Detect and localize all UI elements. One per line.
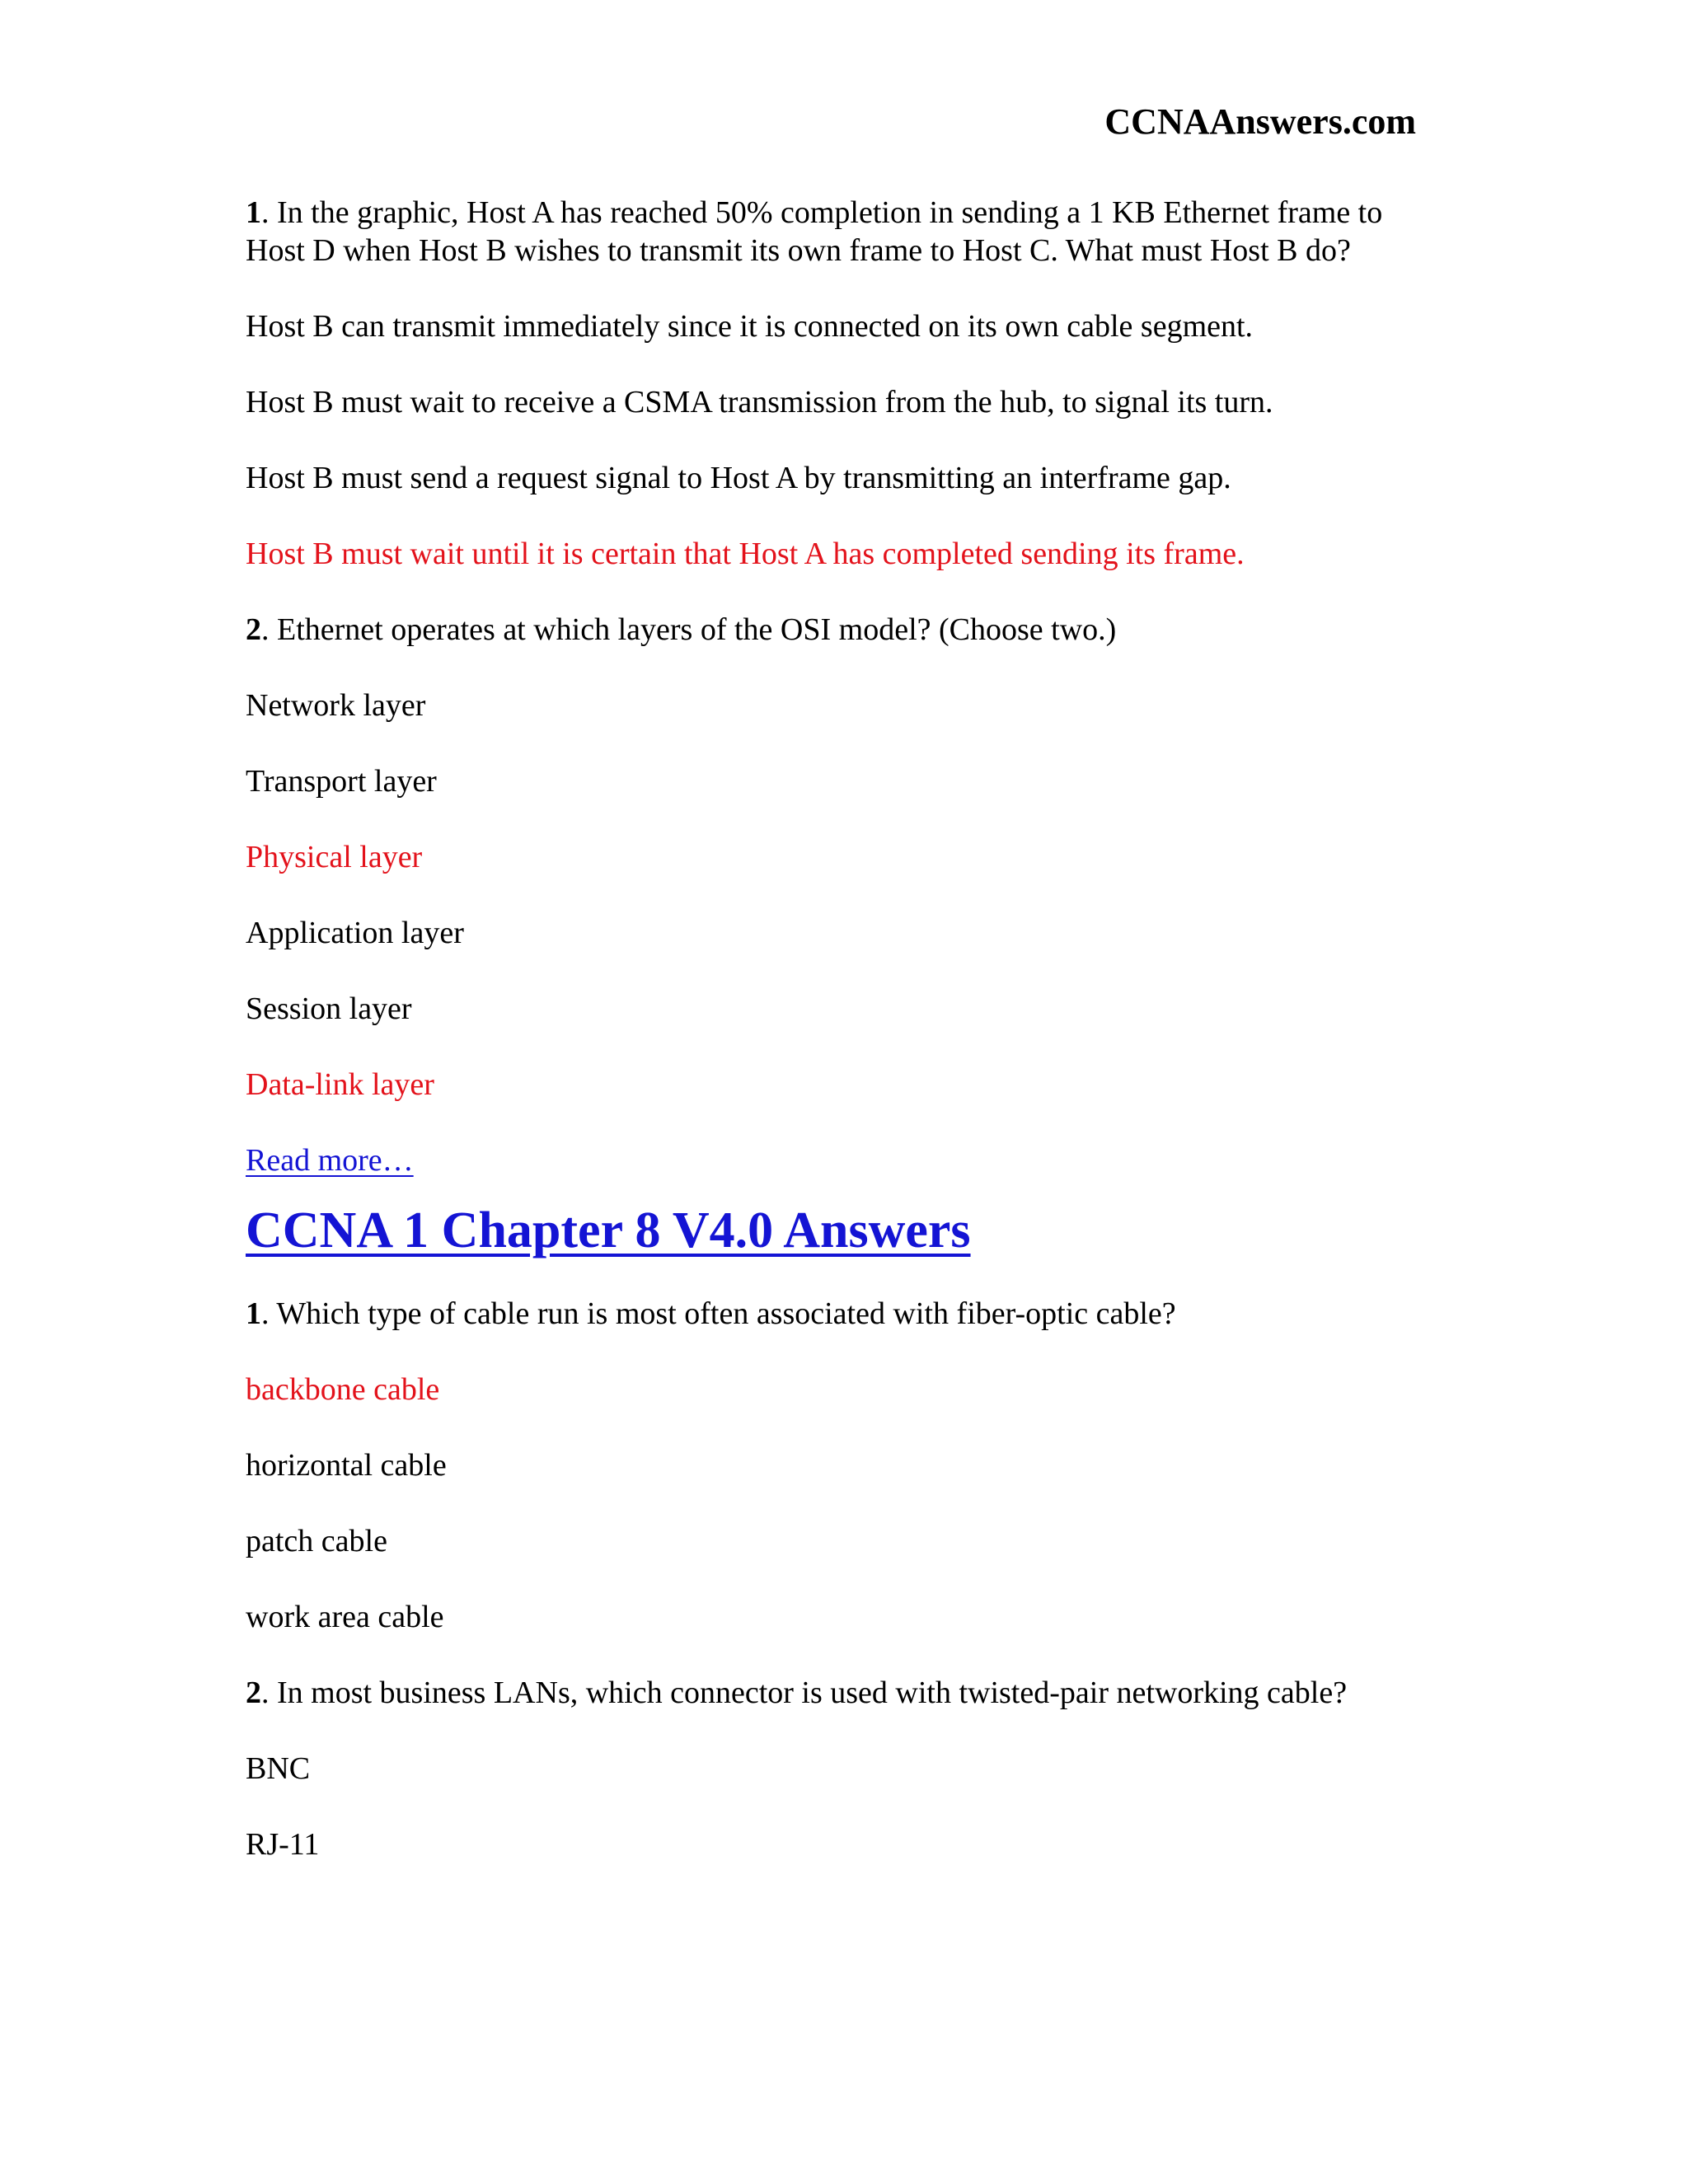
answer-option: Session layer (246, 991, 412, 1026)
question-number: 1 (246, 1296, 261, 1331)
question-number: 1 (246, 195, 261, 230)
answer-option: Transport layer (246, 764, 437, 799)
question-2 (246, 611, 1432, 649)
correct-answer-option: backbone cable (246, 1372, 440, 1407)
question-1 (246, 1295, 1432, 1333)
site-name-header: CCNAAnswers.com (1104, 101, 1416, 142)
answer-option: horizontal cable (246, 1448, 447, 1483)
question-text: . Ethernet operates at which layers of the OSI model? (Choose two.) (261, 612, 1117, 647)
chapter-heading-link[interactable]: CCNA 1 Chapter 8 V4.0 Answers (246, 1202, 971, 1258)
answer-option: Application layer (246, 916, 464, 950)
correct-answer-option: Data-link layer (246, 1067, 434, 1102)
correct-answer-option: Host B must wait until it is certain that Host A has completed sending its frame. (246, 537, 1245, 571)
page-content (246, 194, 1432, 1901)
answer-option: Host B must send a request signal to Host A by transmitting an interframe gap. (246, 461, 1231, 495)
answer-option: Host B must wait to receive a CSMA transmission from the hub, to signal its turn. (246, 385, 1273, 419)
question-number: 2 (246, 1675, 261, 1710)
question-1 (246, 194, 1432, 269)
answer-option: work area cable (246, 1600, 444, 1634)
question-number: 2 (246, 612, 261, 647)
answer-option: patch cable (246, 1524, 387, 1558)
answer-option: Network layer (246, 688, 426, 723)
question-text: . In the graphic, Host A has reached 50% completion in sending a 1 KB Ethernet frame to Host D when Host B wishes to transmit its own frame to Host C. What must Host B do? (246, 195, 1383, 268)
correct-answer-option: Physical layer (246, 840, 423, 874)
read-more-link[interactable]: Read more… (246, 1143, 414, 1178)
answer-option: RJ-11 (246, 1827, 320, 1862)
question-text: . Which type of cable run is most often associated with fiber-optic cable? (261, 1296, 1176, 1331)
question-2 (246, 1674, 1432, 1712)
question-text: . In most business LANs, which connector is used with twisted-pair networking cable? (261, 1675, 1348, 1710)
answer-option: BNC (246, 1751, 311, 1786)
answer-option: Host B can transmit immediately since it is connected on its own cable segment. (246, 309, 1254, 344)
chapter-heading (246, 1196, 1432, 1265)
read-more (246, 1141, 1432, 1179)
